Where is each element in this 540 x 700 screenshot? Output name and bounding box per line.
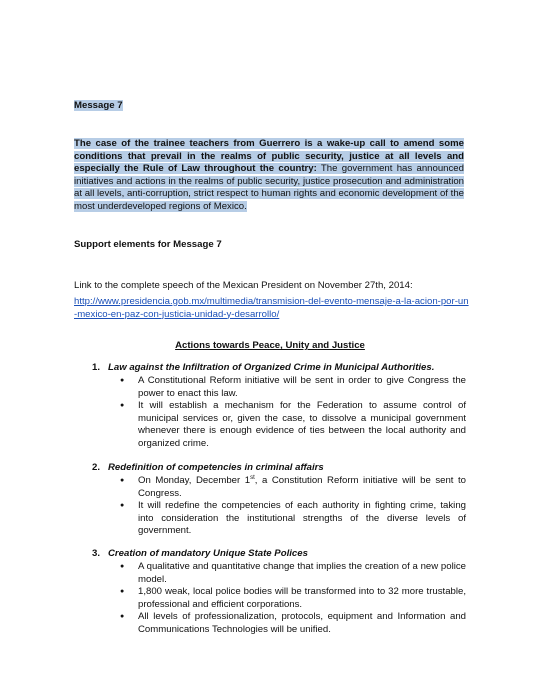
message-heading-text: Message 7 <box>74 100 123 111</box>
bullet-item: ● It will establish a mechanism for the Federation to assume control of municipal services or, given the case, to dissolve a municipal government whenever there is enough evidence of ties between the local authority and organized crime. <box>120 400 466 450</box>
bullet-item: ● 1,800 weak, local police bodies will be transformed into to 32 more trustable, professional and efficient corporations. <box>120 586 466 611</box>
message-paragraph <box>74 138 464 214</box>
bullet-item: ● All levels of professionalization, protocols, equipment and Information and Communications Technologies will be unified. <box>120 611 466 636</box>
item-bullet-list <box>120 375 466 451</box>
item-title: Redefinition of competencies in criminal affairs <box>108 462 324 473</box>
bullet-item: ● A Constitutional Reform initiative will be sent in order to give Congress the power to enact this law. <box>120 375 466 400</box>
support-heading: Support elements for Message 7 <box>74 239 222 250</box>
item-title: Creation of mandatory Unique State Polices <box>108 548 308 559</box>
bullet-item: ● A qualitative and quantitative change that implies the creation of a new police model. <box>120 561 466 586</box>
item-number: 3. <box>92 548 101 559</box>
actions-title: Actions towards Peace, Unity and Justice <box>175 340 365 351</box>
speech-link[interactable]: http://www.presidencia.gob.mx/multimedia/transmision-del-evento-mensaje-a-la-acion-por-un-mexico-en-paz-con-justicia-unidad-y-desarrollo/ <box>74 296 469 320</box>
message-bold-text: The case of the trainee teachers from Guerrero is a wake-up call to amend some conditions that prevail in the realms of public security, justice at all levels and especially the Rule of Law throughout the country: <box>74 138 464 175</box>
bullet-item: ● It will redefine the competencies of each authority in fighting crime, taking into consideration the institutional strengths of the diverse levels of government. <box>120 500 466 538</box>
item-number: 2. <box>92 462 101 473</box>
item-number: 1. <box>92 362 101 373</box>
link-intro-text: Link to the complete speech of the Mexican President on November 27th, 2014: <box>74 280 413 291</box>
item-bullet-list <box>120 561 466 637</box>
item-bullet-list <box>120 475 466 538</box>
bullet-item: ● On Monday, December 1st, a Constitution Reform initiative will be sent to Congress. <box>120 475 466 500</box>
message-heading <box>74 100 123 113</box>
message-body-text: The government has announced initiatives and actions in the realms of public security, justice prosecution and administration at all levels, anti-corruption, strict respect to human rights and economic development of the most underdeveloped regions of Mexico. <box>74 163 464 212</box>
item-title: Law against the Infiltration of Organized Crime in Municipal Authorities. <box>108 362 435 373</box>
